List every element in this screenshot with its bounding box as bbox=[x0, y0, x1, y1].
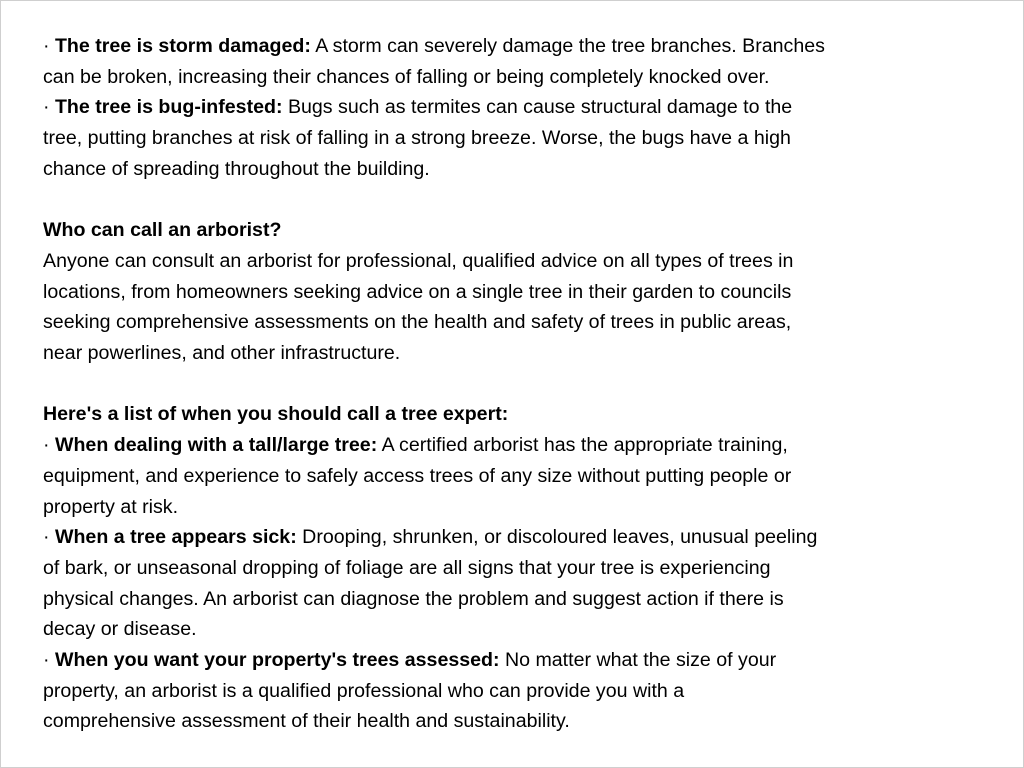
bullet-line: physical changes. An arborist can diagnose the problem and suggest action if there is bbox=[43, 587, 784, 610]
paragraph-line: Anyone can consult an arborist for professional, qualified advice on all types of trees in bbox=[43, 249, 794, 272]
paragraph-line: locations, from homeowners seeking advice on a single tree in their garden to councils bbox=[43, 280, 792, 303]
paragraph-spacer bbox=[43, 185, 973, 216]
bullet-body-text: Bugs such as termites can cause structural damage to the bbox=[282, 96, 793, 119]
bullet-marker: · bbox=[43, 526, 55, 549]
bullet-line: chance of spreading throughout the building. bbox=[43, 157, 430, 180]
bullet-line: decay or disease. bbox=[43, 618, 197, 641]
bullet-body-text: A certified arborist has the appropriate training, bbox=[377, 434, 788, 457]
bullet-line bbox=[43, 522, 973, 553]
bullet-item bbox=[43, 92, 973, 184]
bullet-line: tree, putting branches at risk of falling in a strong breeze. Worse, the bugs have a high bbox=[43, 127, 791, 150]
bullet-item bbox=[43, 430, 973, 522]
bullet-line: property at risk. bbox=[43, 495, 179, 518]
bullet-line bbox=[43, 645, 973, 676]
section-heading-text: Here's a list of when you should call a tree expert: bbox=[43, 403, 509, 426]
document-body bbox=[43, 31, 973, 737]
bullet-item bbox=[43, 645, 973, 737]
section-heading bbox=[43, 399, 973, 430]
bullet-line bbox=[43, 31, 973, 62]
bullet-item bbox=[43, 522, 973, 645]
bullet-lead-text: When a tree appears sick: bbox=[54, 526, 297, 549]
bullet-lead-text: The tree is bug-infested: bbox=[54, 96, 283, 119]
bullet-marker: · bbox=[43, 35, 55, 57]
bullet-line: of bark, or unseasonal dropping of foliage are all signs that your tree is experiencing bbox=[43, 556, 771, 579]
bullet-lead-text: The tree is storm damaged: bbox=[54, 35, 311, 57]
bullet-marker: · bbox=[43, 649, 55, 672]
section-heading-text: Who can call an arborist? bbox=[43, 219, 282, 242]
bullet-line bbox=[43, 430, 973, 461]
bullet-marker: · bbox=[43, 96, 55, 119]
section-heading bbox=[43, 215, 973, 246]
paragraph-line: seeking comprehensive assessments on the health and safety of trees in public areas, bbox=[43, 311, 792, 334]
section-heading-line bbox=[43, 399, 973, 430]
bullet-line: equipment, and experience to safely access trees of any size without putting people or bbox=[43, 464, 792, 487]
bullet-body-text: Drooping, shrunken, or discoloured leaves, unusual peeling bbox=[296, 526, 818, 549]
bullet-lead-text: When dealing with a tall/large tree: bbox=[54, 434, 378, 457]
bullet-marker: · bbox=[43, 434, 55, 457]
bullet-line: comprehensive assessment of their health and sustainability. bbox=[43, 710, 570, 733]
bullet-line: property, an arborist is a qualified professional who can provide you with a bbox=[43, 679, 685, 702]
bullet-line: can be broken, increasing their chances of falling or being completely knocked over. bbox=[43, 65, 770, 88]
paragraph-spacer bbox=[43, 369, 973, 400]
bullet-body-text: A storm can severely damage the tree branches. Branches bbox=[310, 35, 825, 57]
paragraph-line: near powerlines, and other infrastructure. bbox=[43, 342, 401, 365]
bullet-item bbox=[43, 31, 973, 92]
section-heading-line bbox=[43, 215, 973, 246]
bullet-line bbox=[43, 92, 973, 123]
bullet-body-text: No matter what the size of your bbox=[499, 649, 777, 672]
bullet-lead-text: When you want your property's trees assessed: bbox=[54, 649, 500, 672]
body-paragraph bbox=[43, 246, 973, 369]
